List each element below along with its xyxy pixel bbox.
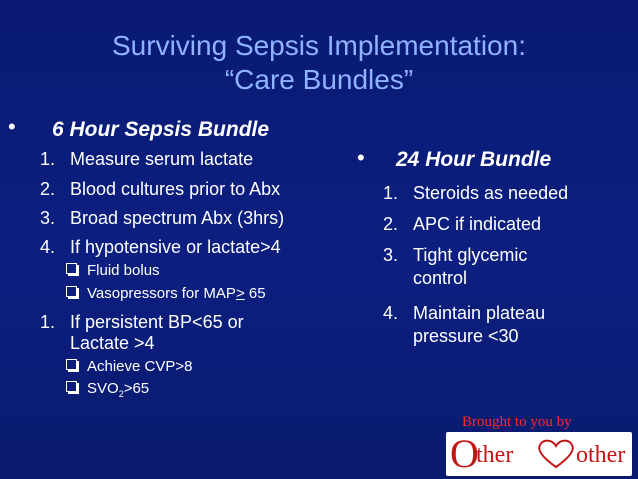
item-number: 4. [40,237,56,257]
bullet-dot: • [357,145,365,170]
checkbox-icon [66,286,77,297]
list-item-continuation: Lactate >4 [70,333,155,353]
subscript: 2 [118,389,124,399]
slide-title-line2: “Care Bundles” [224,64,414,95]
sub-list-item [66,285,266,303]
item-text: Maintain plateau [413,303,546,323]
checkbox-icon [66,359,77,370]
item-number: 1. [40,149,56,169]
item-number: 3. [40,208,56,228]
logo-letter: O [450,431,479,476]
list-item [40,236,281,258]
item-text: Steroids as needed [413,183,569,203]
greater-equal-sign: > [235,285,245,302]
left-heading: 6 Hour Sepsis Bundle [52,118,270,141]
list-item-continuation: pressure <30 [413,326,519,346]
heart-icon [536,438,576,470]
sub-item-text-post: 65 [244,285,266,302]
sub-item-text-post: >65 [123,380,150,397]
list-item [40,148,253,170]
checkbox-icon [66,263,77,274]
logo-word-1: ther [476,442,514,468]
slide-title [0,29,638,97]
item-number: 1. [383,183,399,203]
item-number: 1. [40,312,56,332]
list-item [383,182,568,204]
list-item [40,207,284,229]
item-text: APC if indicated [413,214,542,234]
item-text: Tight glycemic [413,245,528,265]
sub-item-text: Vasopressors for MAP [87,285,236,302]
item-text: If persistent BP<65 or [70,312,244,332]
list-item [383,302,545,324]
slide-title-line1: Surviving Sepsis Implementation: [112,30,526,61]
brand-logo [446,432,632,476]
item-text: Blood cultures prior to Abx [70,179,281,199]
list-item [40,311,244,333]
item-text: Broad spectrum Abx (3hrs) [70,208,285,228]
logo-word-2: other [576,442,626,468]
sub-item-text: Achieve CVP>8 [87,358,193,375]
item-number: 4. [383,303,399,323]
item-text: Measure serum lactate [70,149,254,169]
credit-text: Brought to you by [462,414,572,430]
sub-list-item [66,380,149,403]
sub-list-item [66,358,192,376]
item-number: 2. [383,214,399,234]
item-text: If hypotensive or lactate>4 [70,237,281,257]
sub-item-text: SVO [87,380,119,397]
right-heading: 24 Hour Bundle [396,148,552,171]
list-item [40,178,280,200]
list-item-continuation: control [413,268,468,288]
list-item [383,213,541,235]
bullet-dot: • [8,114,16,139]
list-item [383,244,527,266]
item-number: 2. [40,179,56,199]
sub-list-item [66,262,160,280]
sub-item-text: Fluid bolus [87,262,160,279]
item-number: 3. [383,245,399,265]
checkbox-icon [66,381,77,392]
